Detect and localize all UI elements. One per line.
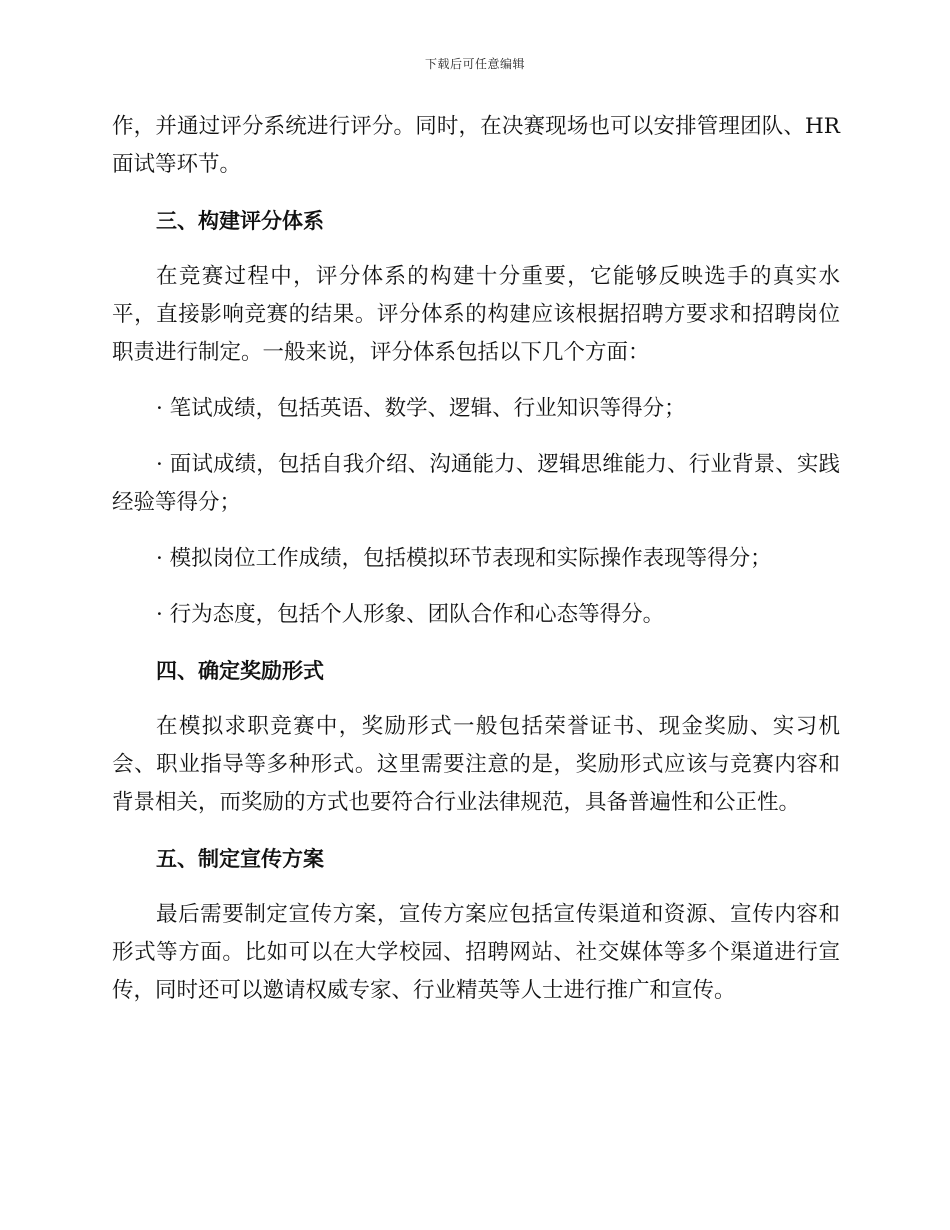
intro-continued-paragraph: 作，并通过评分系统进行评分。同时，在决赛现场也可以安排管理团队、HR面试等环节。 (112, 114, 840, 177)
document-body (112, 108, 840, 1028)
section-5-heading: 五、制定宣传方案 (156, 846, 324, 871)
bullet-item-attitude: · 行为态度，包括个人形象、团队合作和心态等得分。 (156, 602, 665, 627)
section-5-paragraph: 最后需要制定宣传方案，宣传方案应包括宣传渠道和资源、宣传内容和形式等方面。比如可以在大学校园、招聘网站、社交媒体等多个渠道进行宣传，同时还可以邀请权威专家、行业精英等人士进行推广和宣传。 (112, 902, 840, 1003)
section-3-heading: 三、构建评分体系 (156, 208, 324, 233)
bullet-item-simulation: · 模拟岗位工作成绩，包括模拟环节表现和实际操作表现等得分； (156, 546, 772, 571)
bullet-item-written-test: · 笔试成绩，包括英语、数学、逻辑、行业知识等得分； (156, 396, 686, 421)
section-4-heading: 四、确定奖励形式 (156, 658, 324, 683)
section-4-paragraph: 在模拟求职竞赛中，奖励形式一般包括荣誉证书、现金奖励、实习机会、职业指导等多种形式。这里需要注意的是，奖励形式应该与竞赛内容和背景相关，而奖励的方式也要符合行业法律规范，具备普遍性和公正性。 (112, 714, 840, 815)
section-3-paragraph: 在竞赛过程中，评分体系的构建十分重要，它能够反映选手的真实水平，直接影响竞赛的结果。评分体系的构建应该根据招聘方要求和招聘岗位职责进行制定。一般来说，评分体系包括以下几个方面： (112, 264, 840, 365)
page-header: 下载后可任意编辑 (424, 57, 525, 71)
bullet-item-interview: · 面试成绩，包括自我介绍、沟通能力、逻辑思维能力、行业背景、实践经验等得分； (112, 452, 840, 515)
